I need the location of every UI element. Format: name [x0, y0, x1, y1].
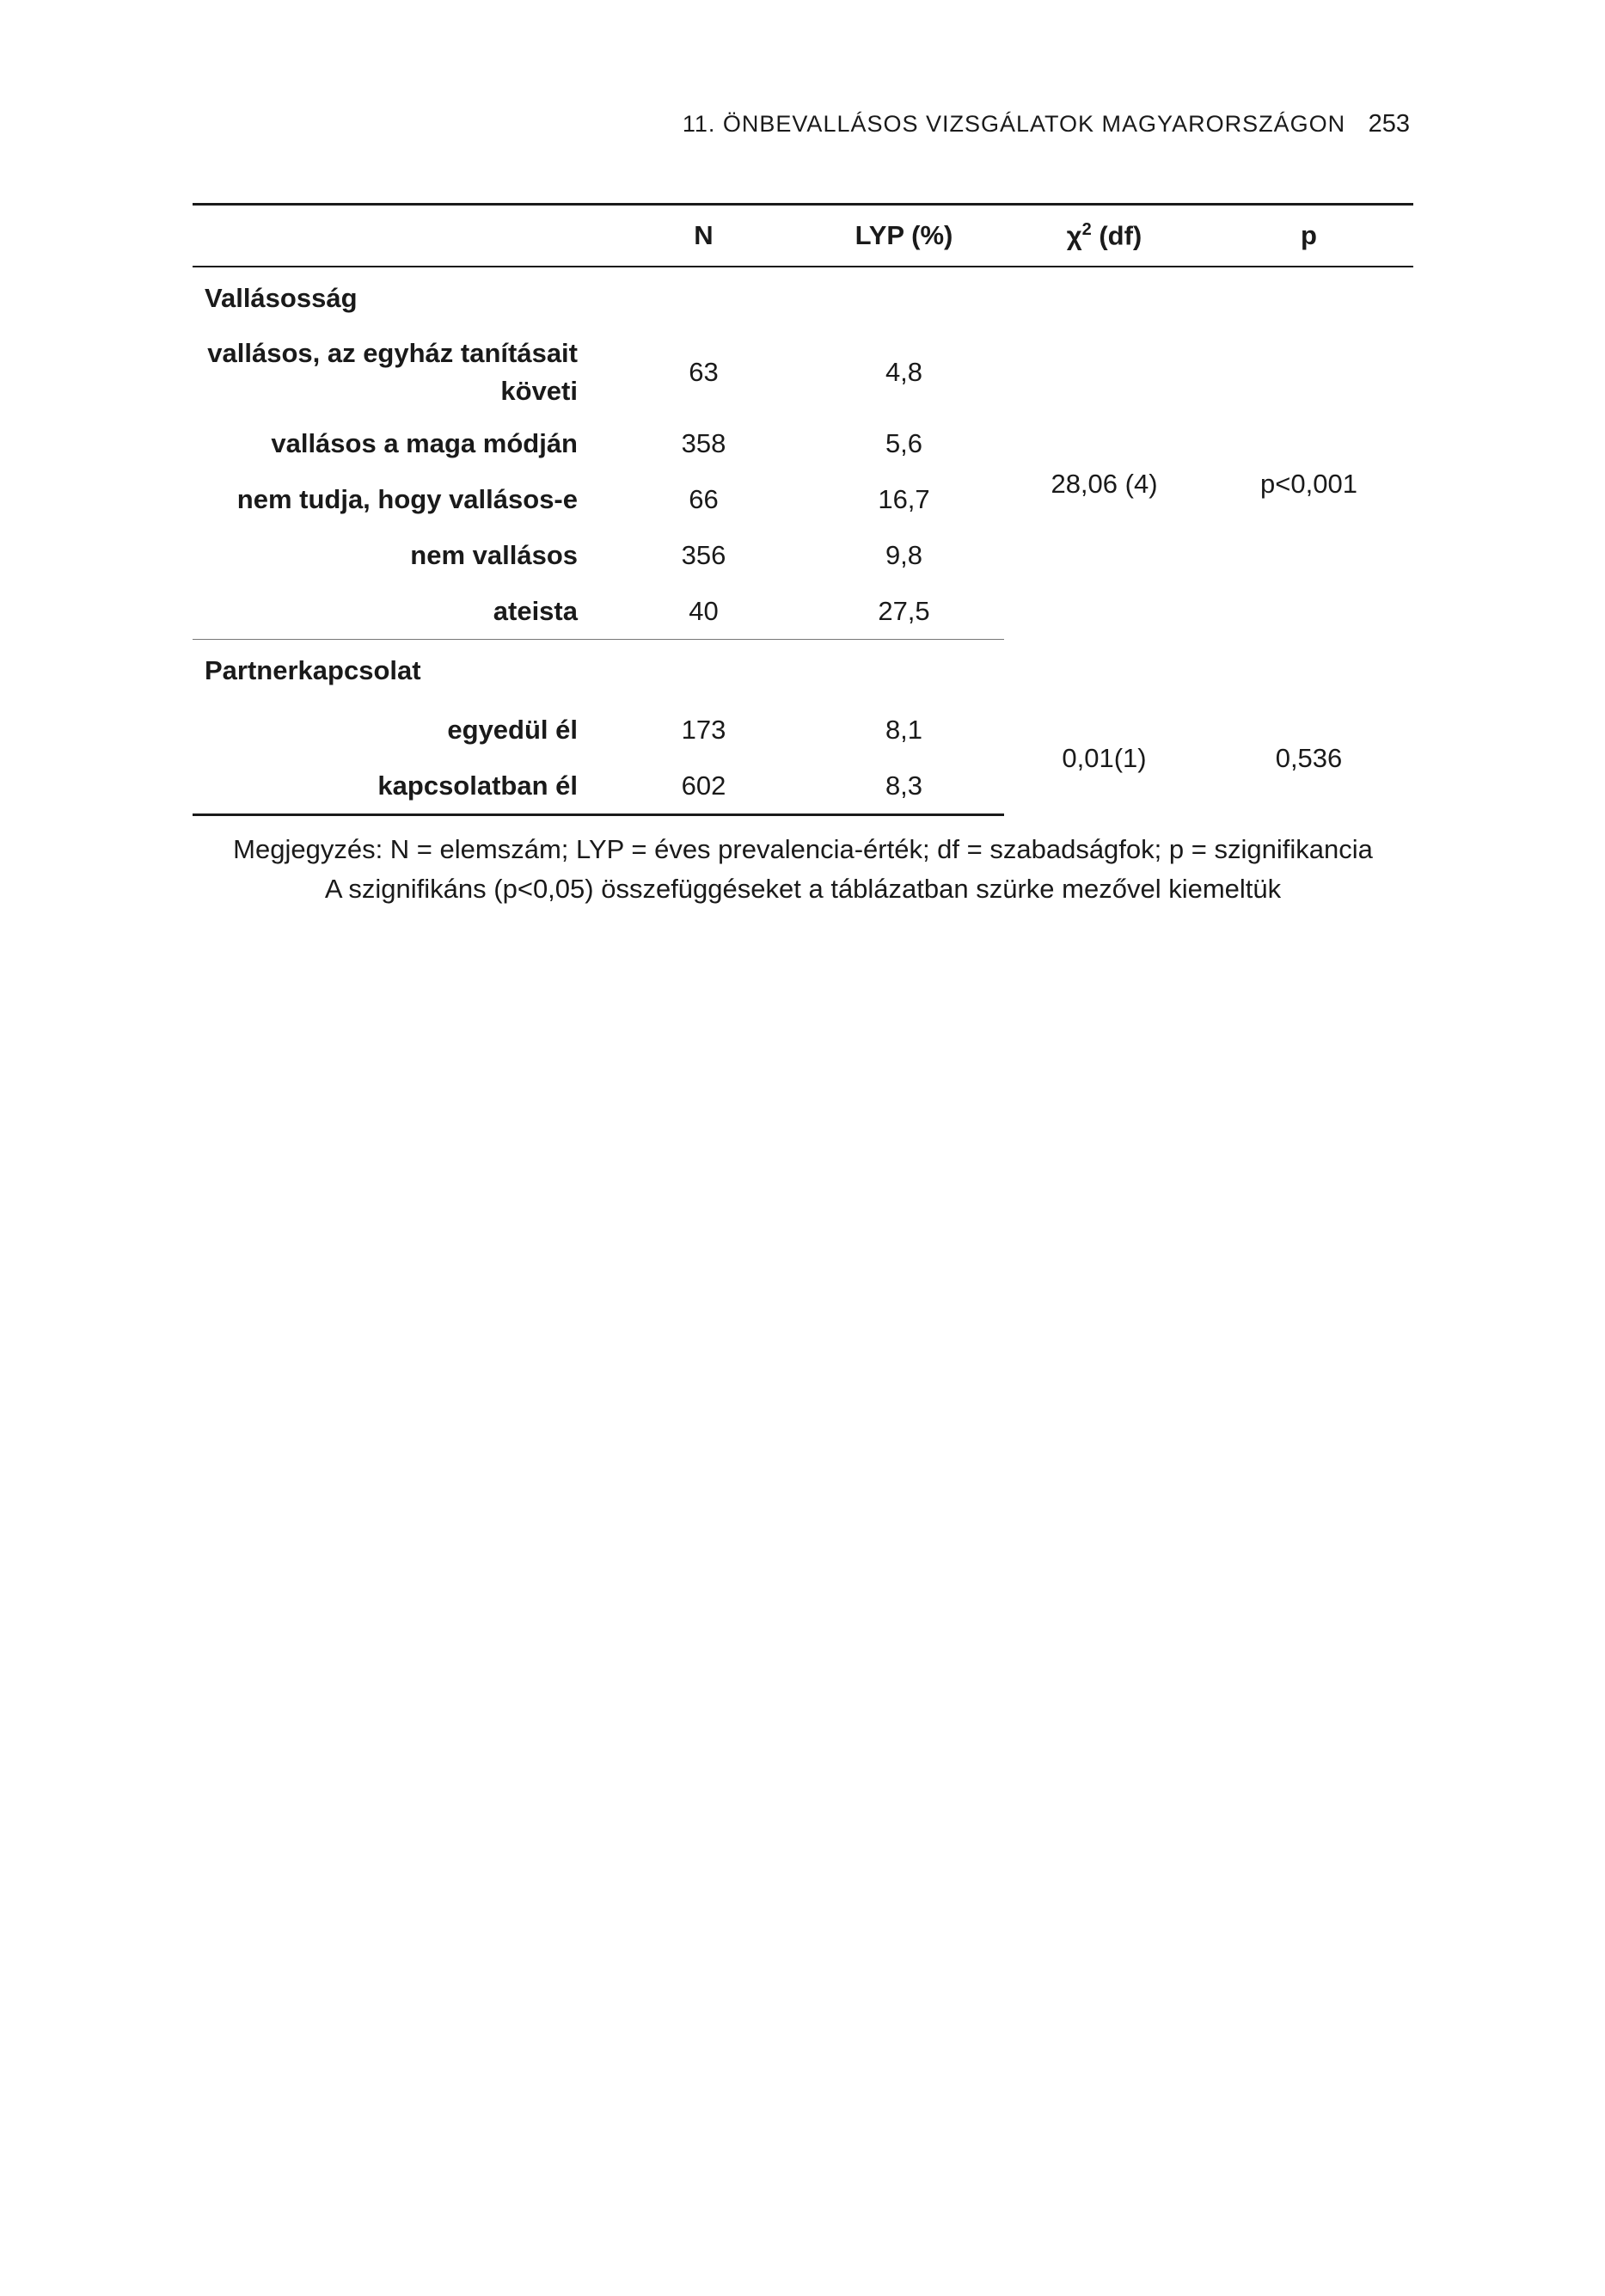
row-label: vallásos a maga módján [271, 427, 578, 458]
running-head [602, 110, 1410, 138]
cell-lyp: 8,3 [804, 758, 1004, 815]
table-note [193, 830, 1413, 909]
cell-p: 0,536 [1275, 742, 1343, 773]
chi-superscript: 2 [1081, 219, 1092, 239]
header-chi2-df [1004, 205, 1204, 267]
note-line-1: Megjegyzés: N = elemszám; LYP = éves prevalencia-érték; df = szabadságfok; p = szignifikancia [233, 834, 1373, 864]
cell-lyp: 9,8 [885, 539, 923, 570]
row-label-line1: vallásos, az egyház tanításait [207, 338, 578, 368]
cell-n: 40 [603, 583, 804, 640]
row-label [193, 329, 603, 415]
header-label [193, 205, 603, 267]
cell-p: p<0,001 [1260, 469, 1357, 500]
header-n: N [694, 220, 714, 250]
group-title: Vallásosság [205, 283, 358, 313]
header-lyp: LYP (%) [855, 220, 953, 250]
cell-lyp: 27,5 [804, 583, 1004, 640]
chi-rest: (df) [1091, 220, 1142, 251]
cell-chi2-df: 28,06 (4) [1051, 469, 1158, 500]
row-label: kapcsolatban él [193, 758, 603, 815]
row-label-line2: követi [500, 376, 578, 406]
cell-chi2-df: 0,01(1) [1062, 742, 1147, 773]
group-title-row [193, 267, 1413, 329]
cell-n: 66 [689, 483, 719, 514]
results-table-container [193, 203, 1413, 816]
cell-n: 63 [689, 357, 719, 387]
chi-symbol: χ [1066, 220, 1082, 251]
table-row [193, 702, 1413, 758]
table-row [193, 329, 1413, 415]
cell-n: 356 [681, 539, 726, 570]
cell-lyp: 4,8 [885, 357, 923, 387]
cell-n: 602 [603, 758, 804, 815]
cell-n: 358 [681, 427, 726, 458]
row-label: ateista [193, 583, 603, 640]
cell-lyp: 16,7 [878, 483, 930, 514]
cell-n: 173 [681, 714, 726, 745]
chapter-title: 11. ÖNBEVALLÁSOS VIZSGÁLATOK MAGYARORSZÁGON [682, 111, 1346, 137]
cell-lyp: 5,6 [885, 427, 923, 458]
row-label: nem vallásos [410, 539, 578, 570]
row-label: egyedül él [447, 714, 578, 745]
row-label: nem tudja, hogy vallásos-e [236, 483, 578, 514]
header-p: p [1301, 220, 1317, 250]
results-table [193, 203, 1413, 816]
header-row [193, 205, 1413, 267]
note-line-2: A szignifikáns (p<0,05) összefüggéseket a táblázatban szürke mezővel kiemeltük [324, 874, 1282, 904]
group-title: Partnerkapcsolat [205, 655, 421, 685]
cell-lyp: 8,1 [885, 714, 923, 745]
group-title-row [193, 640, 1413, 703]
page-number: 253 [1368, 110, 1410, 138]
